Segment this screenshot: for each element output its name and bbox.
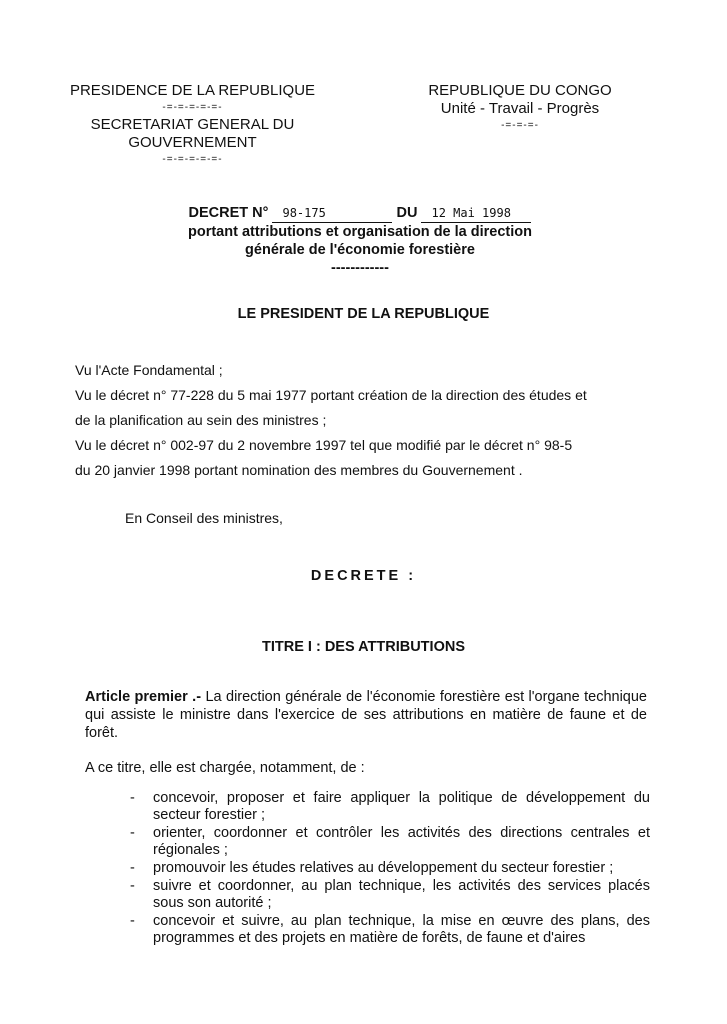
decree-date: 12 Mai 1998	[421, 204, 531, 223]
visa-line: de la planification au sein des ministres ;	[75, 412, 327, 428]
separator: -=-=-=-=-=-	[162, 154, 223, 165]
decrete-heading: DECRETE :	[310, 568, 417, 584]
decree-label: DECRET N°	[188, 205, 269, 221]
attributions-list	[125, 790, 650, 948]
decree-du-label: DU	[396, 205, 418, 221]
list-item: - concevoir et suivre, au plan technique, la mise en œuvre des plans, des programmes et des projets en matière de forêts, de faune et d'aires	[130, 913, 650, 946]
decree-subject-line1: portant attributions et organisation de la direction	[188, 224, 532, 240]
visa-line: Vu le décret n° 77-228 du 5 mai 1977 portant création de la direction des études et	[75, 387, 587, 403]
separator: -=-=-=-	[501, 120, 539, 131]
list-dash: -	[130, 913, 135, 929]
intro-line: A ce titre, elle est chargée, notamment, de :	[85, 760, 365, 776]
list-item: - promouvoir les études relatives au développement du secteur forestier ;	[130, 860, 614, 876]
article-text: La direction générale de l'économie forestière est l'organe technique qui assiste le ministre dans l'exercice de ses attributions en matière de faune et de forêt.	[85, 689, 647, 741]
separator: -=-=-=-=-=-	[162, 102, 223, 113]
decree-subject-line2: générale de l'économie forestière	[245, 242, 475, 258]
decree-block	[110, 204, 610, 277]
secretariat-title: SECRETARIAT GENERAL DU	[90, 116, 295, 133]
decree-number: 98-175	[272, 204, 392, 223]
list-item: - suivre et coordonner, au plan technique, les activités des services placés sous son autorité ;	[130, 878, 650, 911]
titre-heading: TITRE I : DES ATTRIBUTIONS	[262, 639, 465, 655]
header-right	[410, 82, 630, 134]
visa-line: Vu l'Acte Fondamental ;	[75, 362, 223, 378]
header-left	[55, 82, 330, 168]
list-dash: -	[130, 878, 135, 894]
visas-block	[75, 358, 675, 483]
visa-line: Vu le décret n° 002-97 du 2 novembre 1997 tel que modifié par le décret n° 98-5	[75, 437, 573, 453]
conseil-line: En Conseil des ministres,	[125, 510, 283, 526]
list-item: - orienter, coordonner et contrôler les activités des directions centrales et régionales ;	[130, 825, 650, 858]
visa-line: du 20 janvier 1998 portant nomination des membres du Gouvernement .	[75, 462, 523, 478]
motto: Unité - Travail - Progrès	[440, 100, 600, 117]
list-dash: -	[130, 860, 135, 876]
list-item: - concevoir, proposer et faire appliquer la politique de développement du secteur forestier ;	[130, 790, 650, 823]
list-dash: -	[130, 825, 135, 841]
article-premier	[85, 688, 647, 742]
president-heading: LE PRESIDENT DE LA REPUBLIQUE	[237, 306, 490, 322]
article-label: Article premier .-	[85, 689, 202, 705]
decree-rule: ------------	[331, 260, 389, 276]
gouvernement-title: GOUVERNEMENT	[128, 134, 257, 151]
presidence-title: PRESIDENCE DE LA REPUBLIQUE	[69, 82, 316, 99]
republic-title: REPUBLIQUE DU CONGO	[428, 82, 612, 99]
list-dash: -	[130, 790, 135, 806]
